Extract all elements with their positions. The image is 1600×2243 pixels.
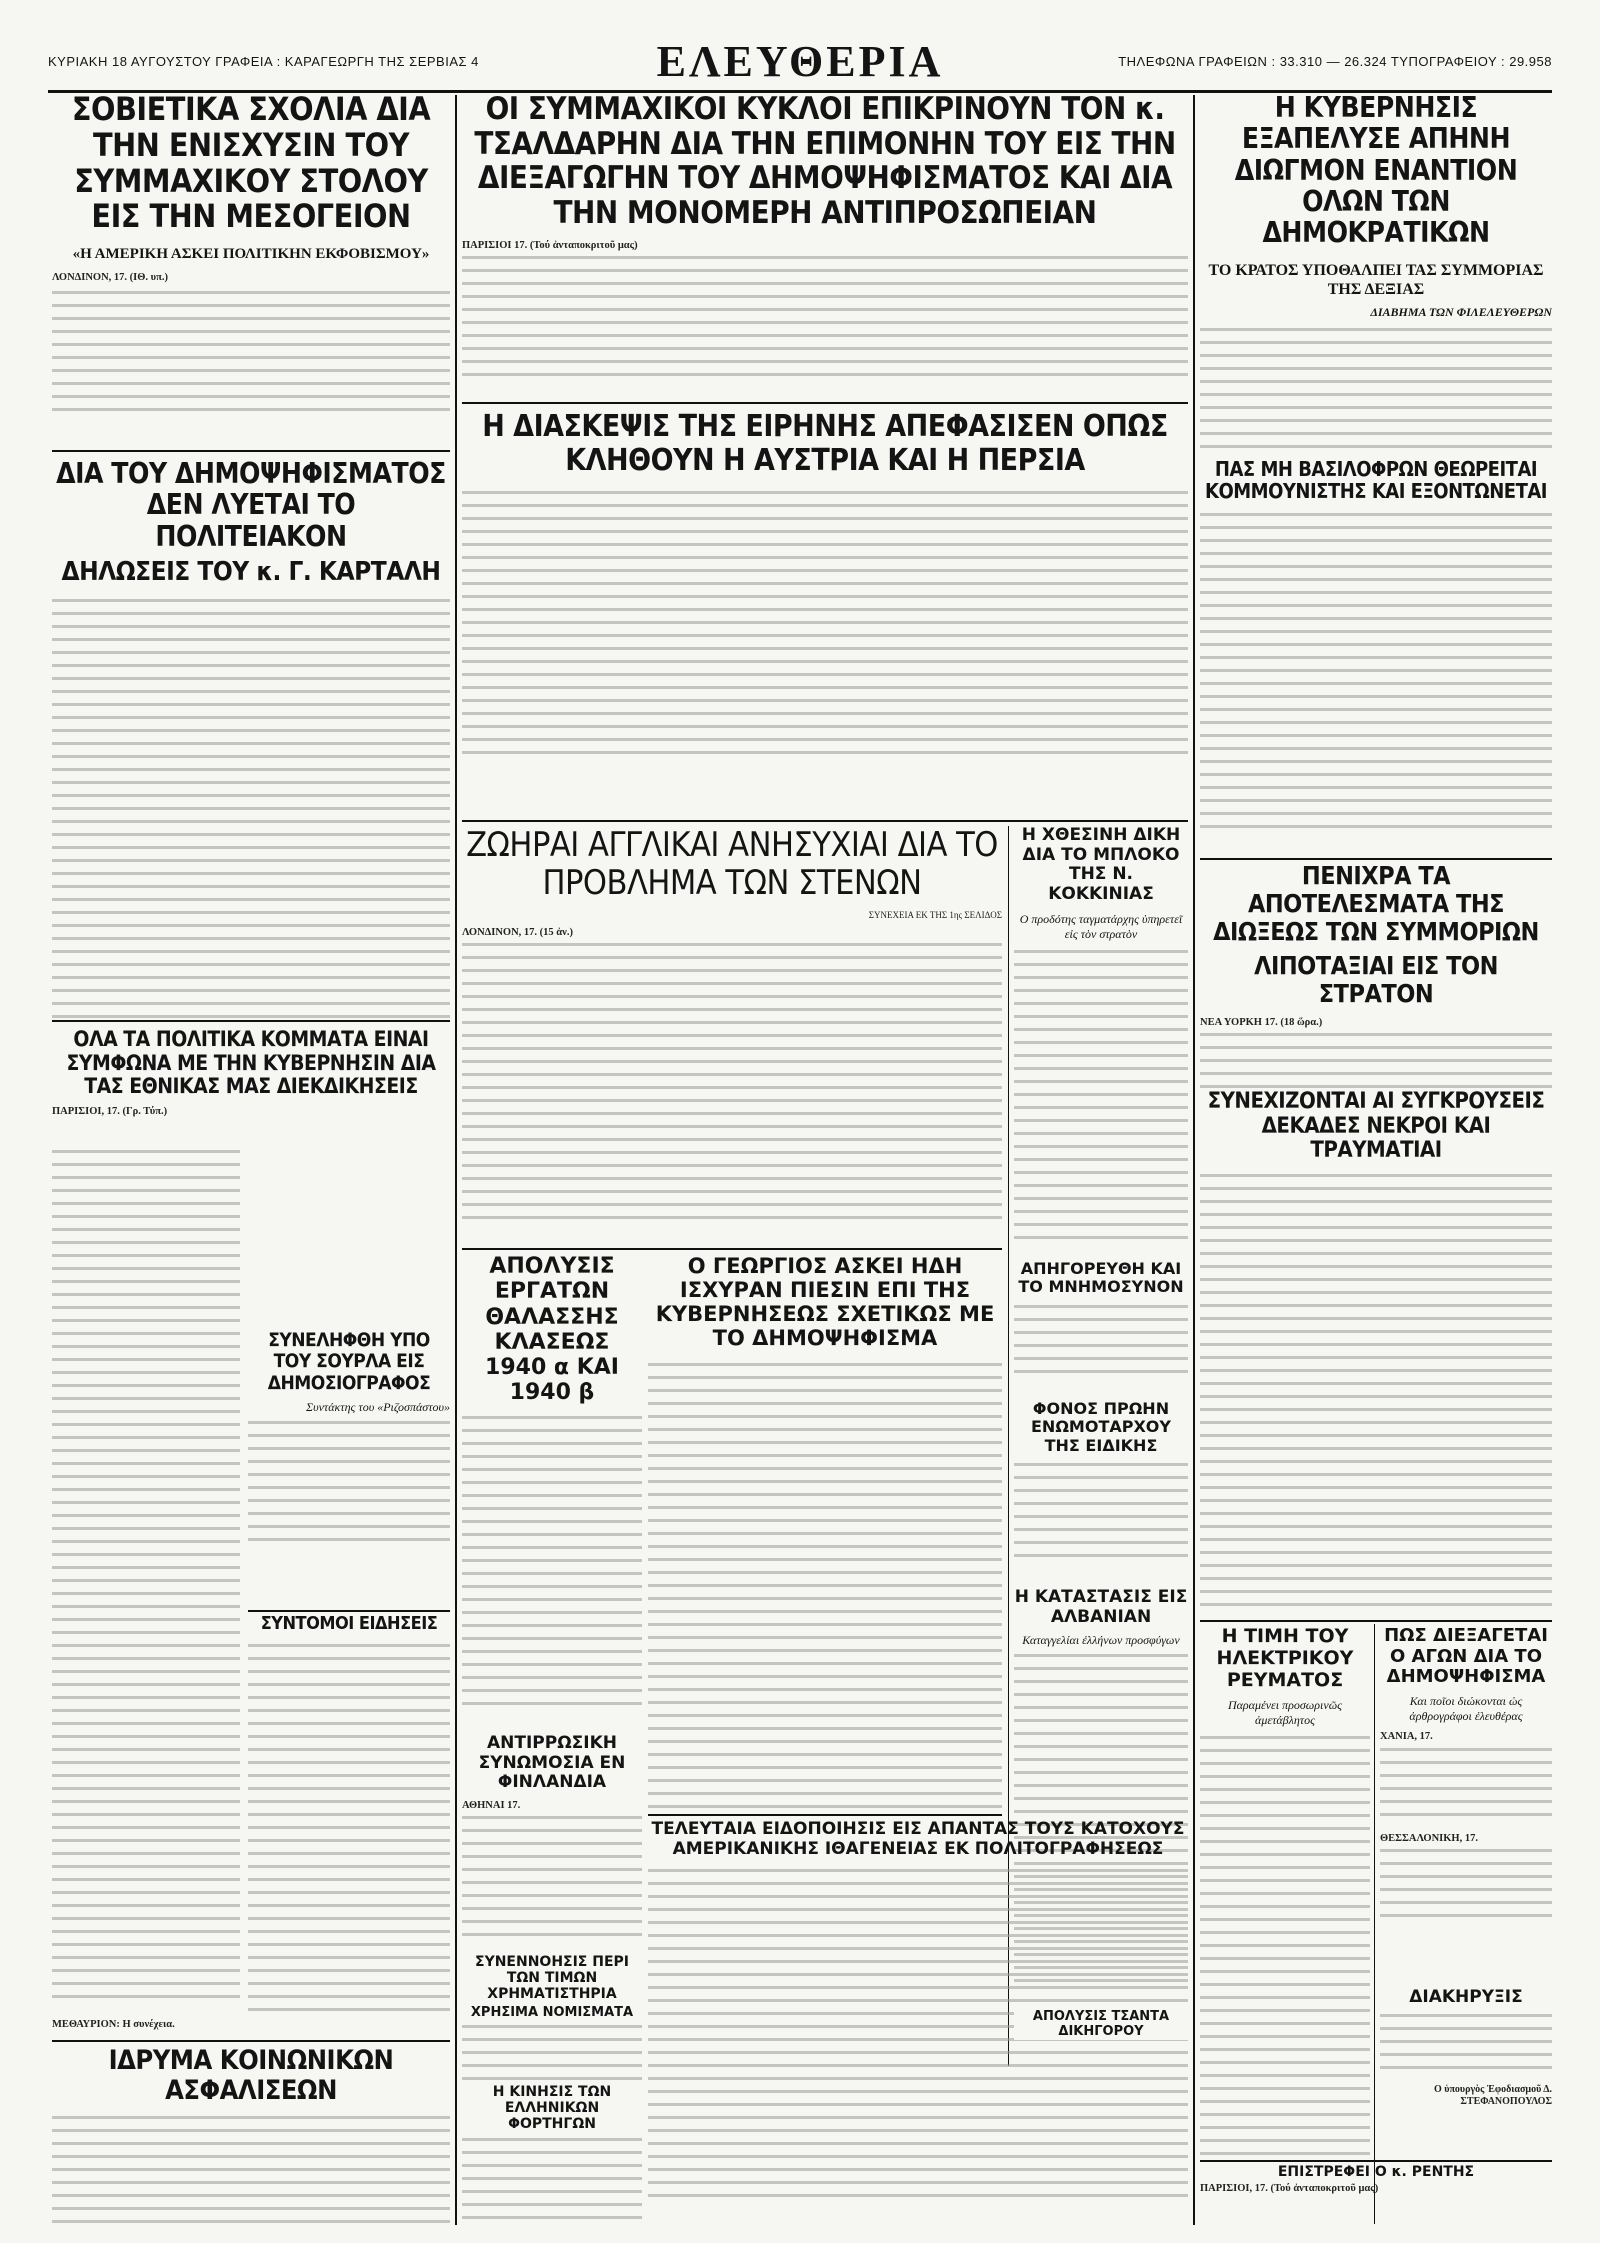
center-stock-article [462,1954,642,2084]
right-article-2 [1200,458,1552,858]
left-headline-3: ΟΛΑ ΤΑ ΠΟΛΙΤΙΚΑ ΚΟΜΜΑΤΑ ΕΙΝΑΙ ΣΥΜΦΩΝΑ ΜΕ ΤΗΝ ΚΥΒΕΡΝΗΣΙΝ ΔΙΑ ΤΑΣ ΕΘΝΙΚΑΣ ΜΑΣ ΔΙΕΚΔΙΚΗΣΕΙΣ [66,1028,436,1099]
left-body-3 [52,1150,240,2030]
center-finland-dateline: ΑΘΗΝΑΙ 17. [462,1799,521,1811]
center-divider-3 [462,1248,1002,1250]
left-divider-1 [52,450,450,452]
masthead-date-address: ΚΥΡΙΑΚΗ 18 ΑΥΓΟΥΣΤΟΥ ΓΡΑΦΕΙΑ : ΚΑΡΑΓΕΩΡΓΗ ΤΗΣ ΣΕΡΒΙΑΣ 4 [48,54,479,69]
left-dateline-1: ΛΟΝΔΙΝΟΝ, 17. (ΙΘ. υπ.) [52,272,168,284]
column-divider-left [455,95,457,2225]
left-headline-5: ΣΥΝΤΟΜΟΙ ΕΙΔΗΣΕΙΣ [260,1614,438,1634]
right-headline-7: ΔΙΑΚΗΡΥΞΙΣ [1409,1988,1523,2007]
left-body-1 [52,291,450,421]
left-dateline-3: ΠΑΡΙΣΙΟΙ, 17. (Γρ. Τύπ.) [52,1105,168,1117]
right-subheadline-3: ΛΙΠΟΤΑΞΙΑΙ ΕΙΣ ΤΟΝ ΣΤΡΑΤΟΝ [1254,951,1498,1008]
center-murder-headline: ΦΟΝΟΣ ΠΡΩΗΝ ΕΝΩΜΟΤΑΡΧΟΥ ΤΗΣ ΕΙΔΙΚΗΣ [1031,1400,1171,1455]
right-dateline-3: ΝΕΑ ΥΟΡΚΗ 17. (18 ὥρα.) [1200,1017,1323,1028]
left-meteo: ΜΕΘΑΥΡΙΟΝ: Η συνέχεια. [52,2019,175,2030]
center-strike-headline: ΑΠΟΛΥΣΙΣ ΕΡΓΑΤΩΝ ΘΑΛΑΣΣΗΣ ΚΛΑΣΕΩΣ 1940 α ΚΑΙ 1940 β [485,1254,619,1406]
left-subheadline-2: ΔΗΛΩΣΕΙΣ ΤΟΥ κ. Γ. ΚΑΡΤΑΛΗ [61,557,441,588]
left-article-4 [248,1330,450,1560]
center-straits-article [462,826,1002,1246]
left-subheadline-1: «Η ΑΜΕΡΙΚΗ ΑΣΚΕΙ ΠΟΛΙΤΙΚΗΝ ΕΚΦΟΒΙΣΜΟΥ» [72,246,430,263]
center-divider-1 [462,402,1188,404]
center-finland-article [462,1734,642,1954]
center-strike-article [462,1254,642,1734]
column-divider-right [1193,95,1195,2225]
center-finland-headline: ΑΝΤΙΡΡΩΣΙΚΗ ΣΥΝΩΜΟΣΙΑ ΕΝ ΦΙΝΛΑΝΔΙΑ [478,1734,626,1793]
center-divider-2 [462,820,1188,822]
left-article-3 [52,1028,450,1148]
left-article-2 [52,458,450,1023]
center-straits-headline: ΖΩΗΡΑΙ ΑΓΓΛΙΚΑΙ ΑΝΗΣΥΧΙΑΙ ΔΙΑ ΤΟ ΠΡΟΒΛΗΜΑ ΤΩΝ ΣΤΕΝΩΝ [466,826,998,904]
right-subdivider [1374,1624,1375,2224]
right-headline-3: ΠΕΝΙΧΡΑ ΤΑ ΑΠΟΤΕΛΕΣΜΑΤΑ ΤΗΣ ΔΙΩΞΕΩΣ ΤΩΝ ΣΥΜΜΟΡΙΩΝ [1213,862,1539,946]
newspaper-title: ΕΛΕΥΘΕΡΙΑ [656,37,944,86]
center-last-notice-headline: ΤΕΛΕΥΤΑΙΑ ΕΙΔΟΠΟΙΗΣΙΣ ΕΙΣ ΑΠΑΝΤΑΣ ΤΟΥΣ ΚΑΤΟΧΟΥΣ ΑΜΕΡΙΚΑΝΙΚΗΣ ΙΘΑΓΕΝΕΙΑΣ ΕΚ ΠΟΛΙΤΟΓΡΑΦΗΣΕΩΣ [651,1820,1185,1859]
center-straits-dateline: ΛΟΝΔΙΝΟΝ, 17. (15 ἀν.) [462,926,573,938]
right-headline-2: ΠΑΣ ΜΗ ΒΑΣΙΛΟΦΡΩΝ ΘΕΩΡΕΙΤΑΙ ΚΟΜΜΟΥΝΙΣΤΗΣ ΚΑΙ ΕΞΟΝΤΩΝΕΤΑΙ [1205,458,1547,504]
right-headline-6: ΠΩΣ ΔΙΕΞΑΓΕΤΑΙ Ο ΑΓΩΝ ΔΙΑ ΤΟ ΔΗΜΟΨΗΦΙΣΜΑ [1384,1626,1548,1688]
left-byline-4: Συντάκτης του «Ριζοσπάστου» [305,1399,450,1414]
right-headline-4: ΣΥΝΕΧΙΖΟΝΤΑΙ ΑΙ ΣΥΓΚΡΟΥΣΕΙΣ ΔΕΚΑΔΕΣ ΝΕΚΡΟΙ ΚΑΙ ΤΡΑΥΜΑΤΙΑΙ [1207,1090,1545,1164]
right-article-8 [1200,2164,1552,2230]
right-byline-1: ΔΙΑΒΗΜΑ ΤΩΝ ΦΙΛΕΛΕΥΘΕΡΩΝ [1370,305,1552,320]
center-albania-byline: Καταγγελίαι ἐλλήνων προσφύγων [1022,1633,1180,1648]
center-divider-4 [648,1814,1002,1816]
right-divider-7 [1200,2160,1552,2162]
right-signature-7: Ο ὑπουργὸς Ἐφοδιασμοῦ Δ. ΣΤΕΦΑΝΟΠΟΥΛΟΣ [1433,2083,1552,2108]
right-article-5 [1200,1626,1370,2186]
right-dateline-6: ΧΑΝΙΑ, 17. [1380,1731,1433,1743]
center-arrest-headline: ΑΠΟΛΥΣΙΣ ΤΣΑΝΤΑ ΔΙΚΗΓΟΡΟΥ [1014,2010,1188,2040]
center-conference-article [462,410,1188,780]
right-article-7 [1380,1988,1552,2138]
left-article-1 [52,92,450,452]
center-murder-article [1014,1400,1188,1580]
center-trial-article [1014,826,1188,1246]
left-divider-4 [248,1610,450,1612]
center-king-article [648,1254,1002,1814]
right-dateline-8: ΠΑΡΙΣΙΟΙ, 17. (Τού ἀνταποκριτοῦ μας) [1200,2183,1379,2195]
right-headline-8: ΕΠΙΣΤΡΕΦΕΙ Ο κ. ΡΕΝΤΗΣ [1277,2164,1475,2180]
center-continued: ΣΥΝΕΧΕΙΑ ΕΚ ΤΗΣ 1ης ΣΕΛΙΔΟΣ [868,910,1002,921]
center-main-headline: ΟΙ ΣΥΜΜΑΧΙΚΟΙ ΚΥΚΛΟΙ ΕΠΙΚΡΙΝΟΥΝ ΤΟΝ κ. ΤΣΑΛΔΑΡΗΝ ΔΙΑ ΤΗΝ ΕΠΙΜΟΝΗΝ ΤΟΥ ΕΙΣ ΤΗΝ ΔΙΕΞΑΓΩΓΗΝ ΤΟΥ ΔΗΜΟΨΗΦΙΣΜΑΤΟΣ ΚΑΙ ΔΙΑ ΤΗΝ ΜΟΝΟΜΕΡΗ ΑΝΤΙΠΡΟΣΩΠΕΙΑΝ [474,92,1176,232]
right-headline-1: Η ΚΥΒΕΡΝΗΣΙΣ ΕΞΑΠΕΛΥΣΕ ΑΠΗΝΗ ΔΙΩΓΜΟΝ ΕΝΑΝΤΙΟΝ ΟΛΩΝ ΤΩΝ ΔΗΜΟΚΡΑΤΙΚΩΝ [1234,92,1518,250]
center-stock-headline: ΣΥΝΕΝΝΟΗΣΙΣ ΠΕΡΙ ΤΩΝ ΤΙΜΩΝ ΧΡΗΜΑΤΙΣΤΗΡΙΑ [475,1954,629,2003]
right-dateline-6b: ΘΕΣΣΑΛΟΝΙΚΗ, 17. [1380,1832,1478,1844]
right-article-6 [1380,1626,1552,1986]
center-conference-headline: Η ΔΙΑΣΚΕΨΙΣ ΤΗΣ ΕΙΡΗΝΗΣ ΑΠΕΦΑΣΙΣΕΝ ΟΠΩΣ ΚΛΗΘΟΥΝ Η ΑΥΣΤΡΙΑ ΚΑΙ Η ΠΕΡΣΙΑ [482,410,1168,478]
right-article-4 [1200,1090,1552,1610]
right-divider-4 [1200,1620,1552,1622]
center-monument-headline: ΑΠΗΓΟΡΕΥΘΗ ΚΑΙ ΤΟ ΜΝΗΜΟΣΥΝΟΝ [1018,1260,1184,1297]
right-headline-5: Η ΤΙΜΗ ΤΟΥ ΗΛΕΚΤΡΙΚΟΥ ΡΕΥΜΑΤΟΣ [1216,1626,1354,1691]
left-article-6 [52,2046,450,2226]
center-arrest-article [1014,2010,1188,2080]
right-byline-6: Και ποῖοι διώκονται ὡς ἀρθρογράφοι ἐλευθέρας [1409,1694,1523,1724]
left-divider-5 [52,2040,450,2042]
left-headline-1: ΣΟΒΙΕΤΙΚΑ ΣΧΟΛΙΑ ΔΙΑ ΤΗΝ ΕΝΙΣΧΥΣΙΝ ΤΟΥ ΣΥΜΜΑΧΙΚΟΥ ΣΤΟΛΟΥ ΕΙΣ ΤΗΝ ΜΕΣΟΓΕΙΟΝ [71,92,431,236]
center-monument-article [1014,1260,1188,1400]
center-trial-headline: Η ΧΘΕΣΙΝΗ ΔΙΚΗ ΔΙΑ ΤΟ ΜΠΛΟΚΟ ΤΗΣ Ν. ΚΟΚΚΙΝΙΑΣ [1021,826,1181,904]
center-stock-subheadline: ΧΡΗΣΙΜΑ ΝΟΜΙΣΜΑΤΑ [470,2005,634,2021]
masthead [48,37,1552,93]
center-trial-byline: Ο προδότης ταγματάρχης ὑπηρετεῖ εἰς τὸν στρατὸν [1019,912,1183,942]
right-divider-2 [1200,858,1552,860]
center-ships-article [462,2084,642,2224]
center-ships-headline: Η ΚΙΝΗΣΙΣ ΤΩΝ ΕΛΛΗΝΙΚΩΝ ΦΟΡΤΗΓΩΝ [492,2084,612,2133]
left-headline-2: ΔΙΑ ΤΟΥ ΔΗΜΟΨΗΦΙΣΜΑΤΟΣ ΔΕΝ ΛΥΕΤΑΙ ΤΟ ΠΟΛΙΤΕΙΑΚΟΝ [56,458,446,553]
left-body-2 [52,599,450,1023]
masthead-phones: ΤΗΛΕΦΩΝΑ ΓΡΑΦΕΙΩΝ : 33.310 — 26.324 ΤΥΠΟΓΡΑΦΕΙΟΥ : 29.958 [1118,54,1552,69]
left-divider-2 [52,1020,450,1022]
left-headline-4: ΣΥΝΕΛΗΦΘΗ ΥΠΟ ΤΟΥ ΣΟΥΡΛΑ ΕΙΣ ΔΗΜΟΣΙΟΓΡΑΦΟΣ [267,1330,431,1394]
center-albania-headline: Η ΚΑΤΑΣΤΑΣΙΣ ΕΙΣ ΑΛΒΑΝΙΑΝ [1014,1588,1188,1627]
left-article-5 [248,1614,450,2034]
right-subheadline-1: ΤΟ ΚΡΑΤΟΣ ΥΠΟΘΑΛΠΕΙ ΤΑΣ ΣΥΜΜΟΡΙΑΣ ΤΗΣ ΔΕΞΙΑΣ [1208,261,1544,298]
left-headline-6: ΙΔΡΥΜΑ ΚΟΙΝΩΝΙΚΩΝ ΑΣΦΑΛΙΣΕΩΝ [108,2046,394,2107]
center-main-article [462,92,1188,392]
center-main-dateline: ΠΑΡΙΣΙΟΙ 17. (Τού ἀνταποκριτοῦ μας) [462,239,638,251]
center-king-headline: Ο ΓΕΩΡΓΙΟΣ ΑΣΚΕΙ ΗΔΗ ΙΣΧΥΡΑΝ ΠΙΕΣΙΝ ΕΠΙ ΤΗΣ ΚΥΒΕΡΝΗΣΕΩΣ ΣΧΕΤΙΚΩΣ ΜΕ ΤΟ ΔΗΜΟΨΗΦΙΣΜΑ [655,1254,995,1351]
right-byline-5: Παραμένει προσωρινῶς ἀμετάβλητος [1227,1697,1343,1727]
